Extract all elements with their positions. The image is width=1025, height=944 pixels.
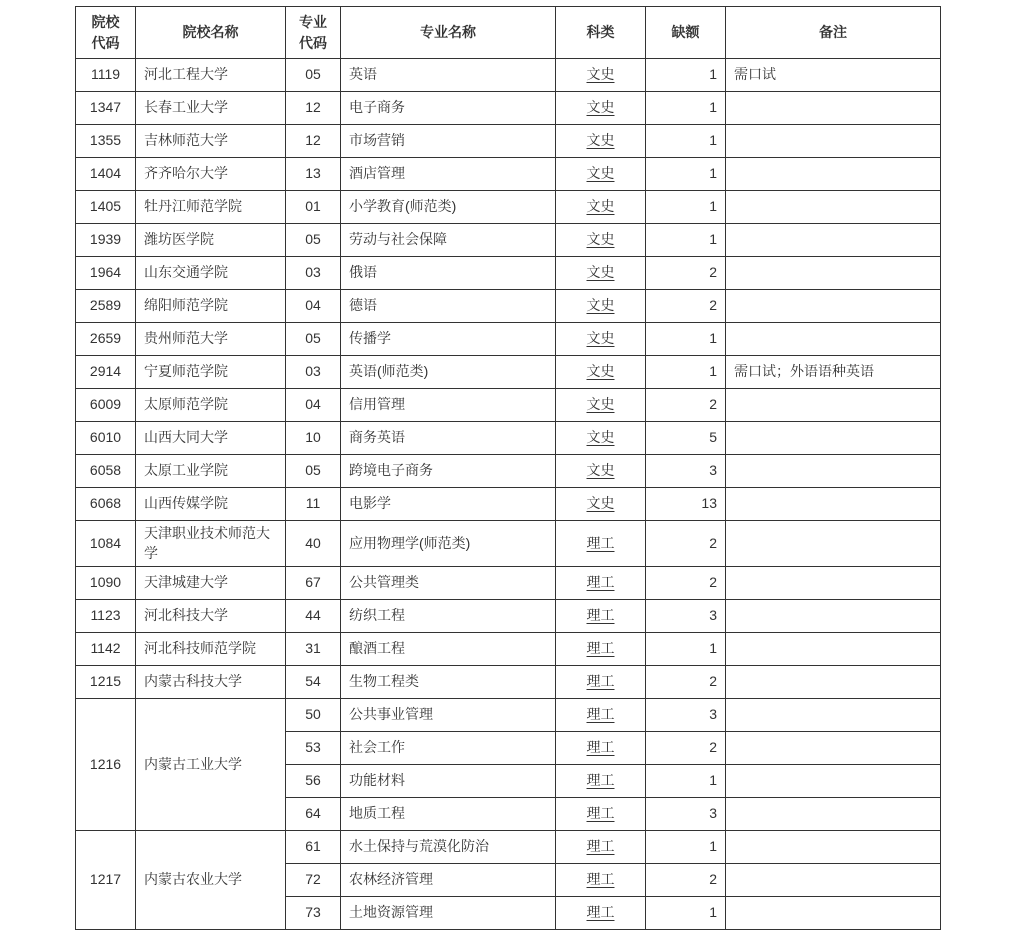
category-cell bbox=[556, 633, 646, 666]
institution-code-cell: 1119 bbox=[76, 59, 136, 92]
major-name-cell: 跨境电子商务 bbox=[341, 455, 556, 488]
table-row bbox=[76, 699, 941, 732]
table-row bbox=[76, 323, 941, 356]
vacancy-cell: 2 bbox=[646, 567, 726, 600]
category-cell bbox=[556, 798, 646, 831]
category-cell bbox=[556, 323, 646, 356]
note-cell bbox=[726, 831, 941, 864]
major-name-cell: 农林经济管理 bbox=[341, 864, 556, 897]
major-code-cell: 04 bbox=[286, 290, 341, 323]
vacancy-cell: 13 bbox=[646, 488, 726, 521]
institution-name-cell: 河北科技师范学院 bbox=[136, 633, 286, 666]
institution-name-cell: 内蒙古科技大学 bbox=[136, 666, 286, 699]
category-text: 理工 bbox=[586, 904, 615, 921]
institution-code-cell: 1142 bbox=[76, 633, 136, 666]
vacancy-cell: 1 bbox=[646, 323, 726, 356]
note-cell bbox=[726, 666, 941, 699]
vacancy-cell: 3 bbox=[646, 600, 726, 633]
major-name-cell: 英语 bbox=[341, 59, 556, 92]
institution-name-cell: 天津职业技术师范大学 bbox=[136, 521, 286, 567]
category-text: 文史 bbox=[586, 429, 615, 446]
category-text: 理工 bbox=[586, 871, 615, 888]
category-cell bbox=[556, 897, 646, 930]
table-row bbox=[76, 92, 941, 125]
column-header-vacancy: 缺额 bbox=[646, 7, 726, 59]
category-text: 文史 bbox=[586, 396, 615, 413]
institution-code-cell: 6058 bbox=[76, 455, 136, 488]
major-name-cell: 土地资源管理 bbox=[341, 897, 556, 930]
note-cell: 需口试；外语语种英语 bbox=[726, 356, 941, 389]
category-text: 理工 bbox=[586, 574, 615, 591]
note-cell bbox=[726, 699, 941, 732]
institution-code-cell: 6010 bbox=[76, 422, 136, 455]
vacancy-cell: 3 bbox=[646, 455, 726, 488]
category-text: 理工 bbox=[586, 739, 615, 756]
major-name-cell: 英语(师范类) bbox=[341, 356, 556, 389]
major-code-cell: 56 bbox=[286, 765, 341, 798]
note-cell bbox=[726, 422, 941, 455]
category-text: 理工 bbox=[586, 838, 615, 855]
major-name-cell: 信用管理 bbox=[341, 389, 556, 422]
category-text: 理工 bbox=[586, 772, 615, 789]
institution-code-cell: 1939 bbox=[76, 224, 136, 257]
column-header-note: 备注 bbox=[726, 7, 941, 59]
table-header-row bbox=[76, 7, 941, 59]
major-code-cell: 12 bbox=[286, 92, 341, 125]
institution-code-cell: 1404 bbox=[76, 158, 136, 191]
major-code-cell: 72 bbox=[286, 864, 341, 897]
note-cell bbox=[726, 633, 941, 666]
institution-name-cell: 天津城建大学 bbox=[136, 567, 286, 600]
category-cell bbox=[556, 59, 646, 92]
category-text: 文史 bbox=[586, 495, 615, 512]
note-cell bbox=[726, 158, 941, 191]
major-name-cell: 社会工作 bbox=[341, 732, 556, 765]
column-header-institution-code: 院校 代码 bbox=[76, 7, 136, 59]
note-cell bbox=[726, 455, 941, 488]
institution-name-cell: 山东交通学院 bbox=[136, 257, 286, 290]
category-cell bbox=[556, 864, 646, 897]
major-code-cell: 10 bbox=[286, 422, 341, 455]
institution-name-cell: 潍坊医学院 bbox=[136, 224, 286, 257]
major-code-cell: 05 bbox=[286, 323, 341, 356]
vacancy-cell: 2 bbox=[646, 389, 726, 422]
major-name-cell: 传播学 bbox=[341, 323, 556, 356]
major-name-cell: 应用物理学(师范类) bbox=[341, 521, 556, 567]
major-name-cell: 商务英语 bbox=[341, 422, 556, 455]
institution-code-cell: 1090 bbox=[76, 567, 136, 600]
vacancy-cell: 1 bbox=[646, 191, 726, 224]
table-row bbox=[76, 356, 941, 389]
major-code-cell: 53 bbox=[286, 732, 341, 765]
major-code-cell: 44 bbox=[286, 600, 341, 633]
category-text: 文史 bbox=[586, 462, 615, 479]
major-code-cell: 61 bbox=[286, 831, 341, 864]
major-code-cell: 11 bbox=[286, 488, 341, 521]
column-header-major-name: 专业名称 bbox=[341, 7, 556, 59]
major-name-cell: 电影学 bbox=[341, 488, 556, 521]
major-name-cell: 电子商务 bbox=[341, 92, 556, 125]
category-text: 文史 bbox=[586, 99, 615, 116]
column-header-institution-name: 院校名称 bbox=[136, 7, 286, 59]
major-name-cell: 俄语 bbox=[341, 257, 556, 290]
category-cell bbox=[556, 290, 646, 323]
table-row bbox=[76, 59, 941, 92]
note-cell bbox=[726, 257, 941, 290]
major-code-cell: 03 bbox=[286, 257, 341, 290]
table-row bbox=[76, 488, 941, 521]
category-cell bbox=[556, 257, 646, 290]
major-name-cell: 酿酒工程 bbox=[341, 633, 556, 666]
vacancy-cell: 1 bbox=[646, 125, 726, 158]
major-code-cell: 01 bbox=[286, 191, 341, 224]
category-cell bbox=[556, 765, 646, 798]
note-cell bbox=[726, 290, 941, 323]
institution-code-cell: 1347 bbox=[76, 92, 136, 125]
category-cell bbox=[556, 158, 646, 191]
category-text: 理工 bbox=[586, 706, 615, 723]
category-text: 文史 bbox=[586, 330, 615, 347]
institution-code-cell: 1217 bbox=[76, 831, 136, 930]
category-text: 文史 bbox=[586, 132, 615, 149]
table-row bbox=[76, 455, 941, 488]
institution-code-cell: 1123 bbox=[76, 600, 136, 633]
major-name-cell: 劳动与社会保障 bbox=[341, 224, 556, 257]
vacancy-cell: 2 bbox=[646, 521, 726, 567]
vacancy-cell: 3 bbox=[646, 699, 726, 732]
category-text: 理工 bbox=[586, 673, 615, 690]
category-cell bbox=[556, 92, 646, 125]
note-cell bbox=[726, 798, 941, 831]
institution-code-cell: 6068 bbox=[76, 488, 136, 521]
table-row bbox=[76, 600, 941, 633]
column-header-major-code: 专业 代码 bbox=[286, 7, 341, 59]
category-cell bbox=[556, 521, 646, 567]
institution-name-cell: 长春工业大学 bbox=[136, 92, 286, 125]
institution-name-cell: 太原师范学院 bbox=[136, 389, 286, 422]
category-cell bbox=[556, 488, 646, 521]
table-row bbox=[76, 257, 941, 290]
institution-name-cell: 河北工程大学 bbox=[136, 59, 286, 92]
table-row bbox=[76, 422, 941, 455]
major-name-cell: 公共事业管理 bbox=[341, 699, 556, 732]
category-cell bbox=[556, 422, 646, 455]
note-cell bbox=[726, 323, 941, 356]
vacancy-cell: 1 bbox=[646, 633, 726, 666]
category-cell bbox=[556, 224, 646, 257]
institution-name-cell: 山西传媒学院 bbox=[136, 488, 286, 521]
institution-name-cell: 齐齐哈尔大学 bbox=[136, 158, 286, 191]
note-cell bbox=[726, 488, 941, 521]
major-name-cell: 生物工程类 bbox=[341, 666, 556, 699]
institution-name-cell: 贵州师范大学 bbox=[136, 323, 286, 356]
major-code-cell: 64 bbox=[286, 798, 341, 831]
vacancy-cell: 5 bbox=[646, 422, 726, 455]
category-text: 文史 bbox=[586, 231, 615, 248]
table-row bbox=[76, 633, 941, 666]
vacancy-cell: 2 bbox=[646, 666, 726, 699]
institution-code-cell: 1355 bbox=[76, 125, 136, 158]
institution-name-cell: 内蒙古工业大学 bbox=[136, 699, 286, 831]
category-cell bbox=[556, 699, 646, 732]
vacancy-cell: 2 bbox=[646, 257, 726, 290]
major-name-cell: 水土保持与荒漠化防治 bbox=[341, 831, 556, 864]
category-text: 文史 bbox=[586, 198, 615, 215]
institution-code-cell: 2914 bbox=[76, 356, 136, 389]
table-row bbox=[76, 567, 941, 600]
institution-code-cell: 2659 bbox=[76, 323, 136, 356]
note-cell bbox=[726, 864, 941, 897]
category-cell bbox=[556, 356, 646, 389]
major-name-cell: 功能材料 bbox=[341, 765, 556, 798]
table-row bbox=[76, 389, 941, 422]
major-code-cell: 54 bbox=[286, 666, 341, 699]
major-code-cell: 05 bbox=[286, 59, 341, 92]
institution-name-cell: 太原工业学院 bbox=[136, 455, 286, 488]
institution-name-cell: 宁夏师范学院 bbox=[136, 356, 286, 389]
category-cell bbox=[556, 455, 646, 488]
vacancy-cell: 2 bbox=[646, 290, 726, 323]
note-cell bbox=[726, 567, 941, 600]
note-cell bbox=[726, 389, 941, 422]
note-cell: 需口试 bbox=[726, 59, 941, 92]
table-row bbox=[76, 831, 941, 864]
note-cell bbox=[726, 765, 941, 798]
institution-name-cell: 山西大同大学 bbox=[136, 422, 286, 455]
table-row bbox=[76, 158, 941, 191]
category-cell bbox=[556, 567, 646, 600]
major-code-cell: 73 bbox=[286, 897, 341, 930]
category-text: 理工 bbox=[586, 640, 615, 657]
vacancy-table bbox=[75, 6, 941, 930]
note-cell bbox=[726, 92, 941, 125]
major-name-cell: 纺织工程 bbox=[341, 600, 556, 633]
major-code-cell: 40 bbox=[286, 521, 341, 567]
institution-code-cell: 1215 bbox=[76, 666, 136, 699]
institution-name-cell: 绵阳师范学院 bbox=[136, 290, 286, 323]
vacancy-cell: 1 bbox=[646, 224, 726, 257]
major-code-cell: 67 bbox=[286, 567, 341, 600]
table-row bbox=[76, 290, 941, 323]
major-code-cell: 03 bbox=[286, 356, 341, 389]
vacancy-cell: 1 bbox=[646, 897, 726, 930]
major-name-cell: 市场营销 bbox=[341, 125, 556, 158]
vacancy-cell: 2 bbox=[646, 732, 726, 765]
category-text: 理工 bbox=[586, 534, 615, 551]
table-row bbox=[76, 191, 941, 224]
institution-name-cell: 吉林师范大学 bbox=[136, 125, 286, 158]
table-row bbox=[76, 521, 941, 567]
major-code-cell: 05 bbox=[286, 224, 341, 257]
major-code-cell: 04 bbox=[286, 389, 341, 422]
note-cell bbox=[726, 521, 941, 567]
vacancy-cell: 1 bbox=[646, 92, 726, 125]
major-name-cell: 德语 bbox=[341, 290, 556, 323]
category-cell bbox=[556, 666, 646, 699]
category-text: 文史 bbox=[586, 297, 615, 314]
vacancy-cell: 1 bbox=[646, 158, 726, 191]
category-text: 理工 bbox=[586, 607, 615, 624]
table-body bbox=[76, 59, 941, 930]
category-cell bbox=[556, 600, 646, 633]
major-code-cell: 50 bbox=[286, 699, 341, 732]
institution-code-cell: 2589 bbox=[76, 290, 136, 323]
note-cell bbox=[726, 600, 941, 633]
vacancy-cell: 1 bbox=[646, 831, 726, 864]
institution-name-cell: 内蒙古农业大学 bbox=[136, 831, 286, 930]
note-cell bbox=[726, 897, 941, 930]
institution-code-cell: 1964 bbox=[76, 257, 136, 290]
note-cell bbox=[726, 224, 941, 257]
vacancy-cell: 2 bbox=[646, 864, 726, 897]
vacancy-cell: 3 bbox=[646, 798, 726, 831]
institution-name-cell: 河北科技大学 bbox=[136, 600, 286, 633]
category-text: 文史 bbox=[586, 66, 615, 83]
major-code-cell: 13 bbox=[286, 158, 341, 191]
vacancy-cell: 1 bbox=[646, 356, 726, 389]
category-cell bbox=[556, 389, 646, 422]
major-name-cell: 地质工程 bbox=[341, 798, 556, 831]
category-cell bbox=[556, 125, 646, 158]
vacancy-cell: 1 bbox=[646, 765, 726, 798]
vacancy-cell: 1 bbox=[646, 59, 726, 92]
major-name-cell: 酒店管理 bbox=[341, 158, 556, 191]
category-text: 文史 bbox=[586, 165, 615, 182]
note-cell bbox=[726, 732, 941, 765]
category-text: 文史 bbox=[586, 363, 615, 380]
category-cell bbox=[556, 732, 646, 765]
major-name-cell: 小学教育(师范类) bbox=[341, 191, 556, 224]
category-text: 文史 bbox=[586, 264, 615, 281]
table-row bbox=[76, 666, 941, 699]
institution-code-cell: 6009 bbox=[76, 389, 136, 422]
major-code-cell: 12 bbox=[286, 125, 341, 158]
institution-code-cell: 1405 bbox=[76, 191, 136, 224]
major-name-cell: 公共管理类 bbox=[341, 567, 556, 600]
category-text: 理工 bbox=[586, 805, 615, 822]
note-cell bbox=[726, 125, 941, 158]
column-header-category: 科类 bbox=[556, 7, 646, 59]
major-code-cell: 05 bbox=[286, 455, 341, 488]
category-cell bbox=[556, 831, 646, 864]
institution-code-cell: 1084 bbox=[76, 521, 136, 567]
category-cell bbox=[556, 191, 646, 224]
institution-code-cell: 1216 bbox=[76, 699, 136, 831]
major-code-cell: 31 bbox=[286, 633, 341, 666]
note-cell bbox=[726, 191, 941, 224]
table-row bbox=[76, 125, 941, 158]
table-row bbox=[76, 224, 941, 257]
institution-name-cell: 牡丹江师范学院 bbox=[136, 191, 286, 224]
